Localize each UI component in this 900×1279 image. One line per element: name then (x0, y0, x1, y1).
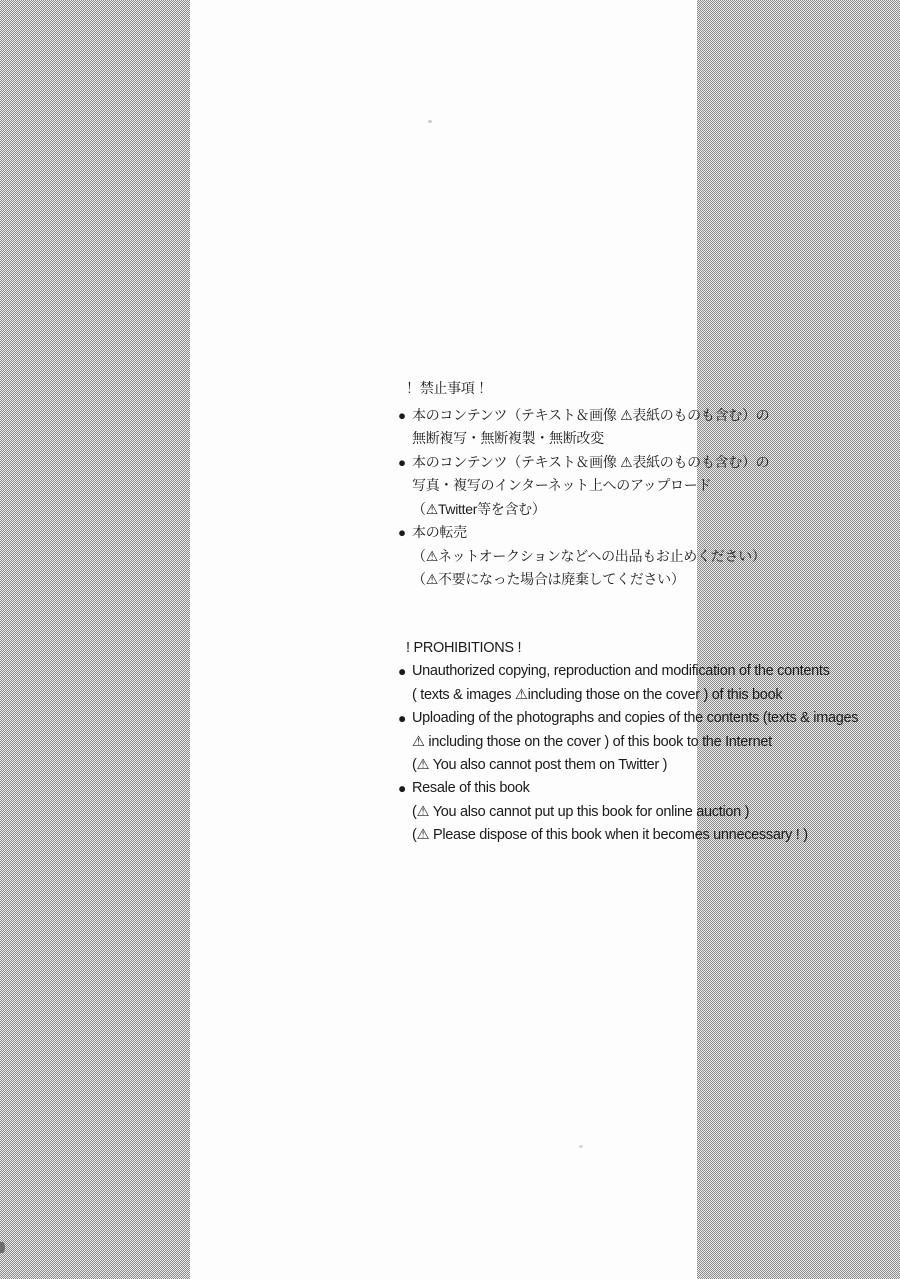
en-line: Unauthorized copying, reproduction and modification of the contents (412, 663, 830, 680)
en-item-no-copying (399, 660, 858, 707)
jp-line: （⚠ネットオークションなどへの出品もお止めください） (412, 547, 766, 564)
jp-item-no-copying (399, 404, 769, 451)
jp-line: （⚠不要になった場合は廃棄してください） (412, 571, 685, 587)
en-line: Resale of this book (412, 780, 530, 797)
en-line: (⚠ You also cannot put up this book for online auction ) (412, 803, 750, 820)
en-line: Uploading of the photographs and copies of the contents (texts & images (412, 710, 859, 727)
scan-speck (428, 120, 432, 123)
jp-item-no-resale (399, 521, 769, 592)
en-line: (⚠ You also cannot post them on Twitter ) (412, 757, 668, 774)
bullet-icon: ● (398, 407, 406, 423)
jp-line: 写真・複写のインターネット上へのアップロード (412, 477, 712, 493)
en-line: ⚠ including those on the cover ) of this book to the Internet (412, 733, 772, 750)
jp-line: 無断複写・無断複製・無断改変 (412, 430, 604, 446)
bullet-icon: ● (398, 664, 407, 680)
jp-line: （⚠Twitter等を含む） (412, 500, 546, 517)
scanned-page (190, 0, 859, 1279)
jp-line: 本のコンテンツ（テキスト＆画像 ⚠表紙のものも含む）の (412, 406, 770, 423)
japanese-prohibitions-section (399, 377, 769, 592)
english-heading: ! PROHIBITIONS ! (406, 640, 522, 656)
bullet-icon: ● (398, 525, 406, 540)
bullet-icon: ● (398, 711, 407, 727)
en-item-no-uploading (399, 707, 858, 777)
jp-line: 本の転売 (412, 524, 467, 540)
scan-speck (579, 1145, 583, 1148)
jp-item-no-uploading (399, 451, 769, 522)
english-prohibitions-section (399, 637, 858, 848)
bullet-icon: ● (398, 454, 406, 470)
en-line: (⚠ Please dispose of this book when it becomes unnecessary ! ) (412, 827, 808, 844)
en-line: ( texts & images ⚠including those on the cover ) of this book (412, 686, 783, 703)
left-halftone-band (0, 0, 190, 1279)
en-item-no-resale (399, 777, 858, 847)
japanese-heading: ！禁止事項 ！ (406, 380, 492, 396)
jp-line: 本のコンテンツ（テキスト＆画像 ⚠表紙のものも含む）の (412, 453, 770, 470)
scan-edge-artifact (0, 1242, 5, 1253)
bullet-icon: ● (398, 781, 407, 797)
